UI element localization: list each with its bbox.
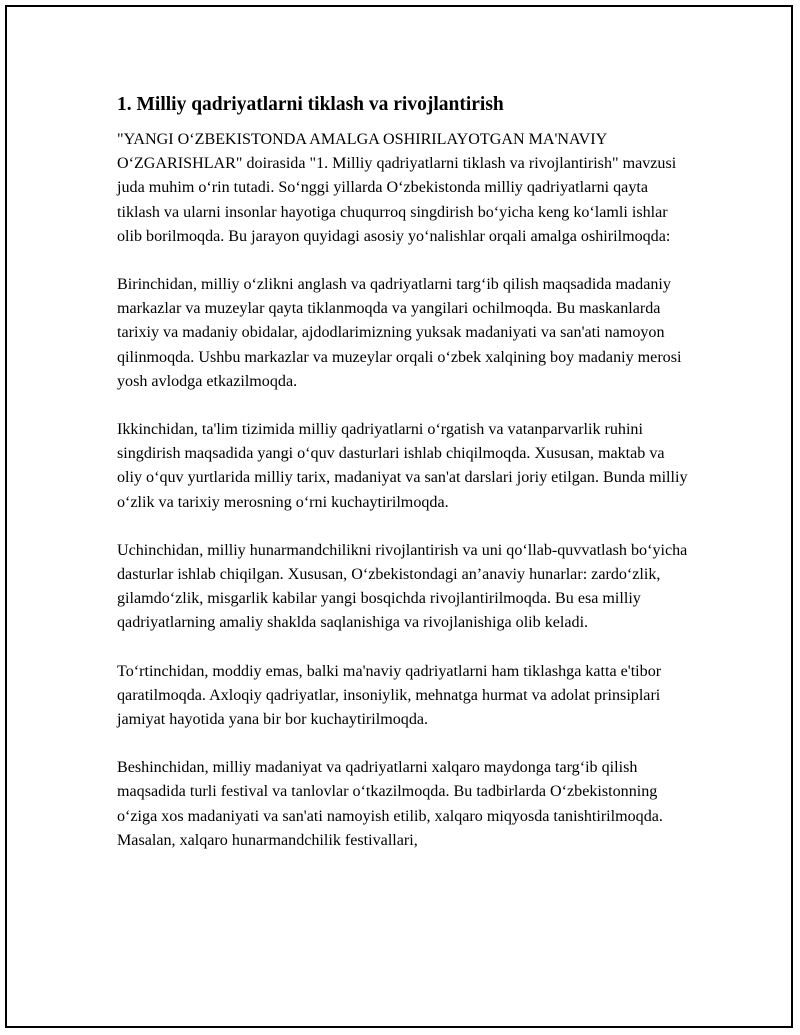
- intro-paragraph: "YANGI O‘ZBEKISTONDA AMALGA OSHIRILAYOTGAN MA'NAVIY O‘ZGARISHLAR" doirasida "1. Milliy qadriyatlarni tiklash va rivojlantirish" mavzusi juda muhim o‘rin tutadi. So‘nggi yillarda O‘zbekistonda milliy qadriyatlarni qayta tiklash va ularni insonlar hayotiga chuqurroq singdirish bo‘yicha keng ko‘lamli ishlar olib borilmoqda. Bu jarayon quyidagi asosiy yo‘nalishlar orqali amalga oshirilmoqda:: [117, 131, 677, 245]
- paragraph-second: Ikkinchidan, ta'lim tizimida milliy qadriyatlarni o‘rgatish va vatanparvarlik ruhini singdirish maqsadida yangi o‘quv dasturlari ishlab chiqilmoqda. Xususan, maktab va oliy o‘quv yurtlarida milliy tarix, madaniyat va san'at darslari joriy etilgan. Bunda milliy o‘zlik va tarixiy merosning o‘rni kuchaytirilmoqda.: [117, 421, 688, 511]
- document-body: [117, 92, 689, 877]
- paragraph-third: Uchinchidan, milliy hunarmandchilikni rivojlantirish va uni qo‘llab-quvvatlash bo‘yicha dasturlar ishlab chiqilgan. Xususan, O‘zbekistondagi an’anaviy hunarlar: zardo‘zlik, gilamdo‘zlik, misgarlik kabilar yangi bosqichda rivojlantirilmoqda. Bu esa milliy qadriyatlarning amaliy shaklda saqlanishiga va rivojlanishiga olib keladi.: [117, 541, 688, 632]
- paragraph-first: Birinchidan, milliy o‘zlikni anglash va qadriyatlarni targ‘ib qilish maqsadida madaniy markazlar va muzeylar qayta tiklanmoqda va yangilari ochilmoqda. Bu maskanlarda tarixiy va madaniy obidalar, ajdodlarimizning yuksak madaniyati va san'ati namoyon qilinmoqda. Ushbu markazlar va muzeylar orqali o‘zbek xalqining boy madaniy merosi yosh avlodga etkazilmoqda.: [117, 276, 682, 390]
- section-heading: 1. Milliy qadriyatlarni tiklash va rivojlantirish: [117, 94, 504, 115]
- paragraph-fifth: Beshinchidan, milliy madaniyat va qadriyatlarni xalqaro maydonga targ‘ib qilish maqsadida turli festival va tanlovlar o‘tkazilmoqda. Bu tadbirlarda O‘zbekistonning o‘ziga xos madaniyati va san'ati namoyish etilib, xalqaro miqyosda tanishtirilmoqda. Masalan, xalqaro hunarmandchilik festivallari,: [117, 759, 663, 849]
- paragraph-fourth: To‘rtinchidan, moddiy emas, balki ma'naviy qadriyatlarni ham tiklashga katta e'tibor qaratilmoqda. Axloqiy qadriyatlar, insoniylik, mehnatga hurmat va adolat prinsiplari jamiyat hayotida yana bir bor kuchaytirilmoqda.: [117, 662, 662, 729]
